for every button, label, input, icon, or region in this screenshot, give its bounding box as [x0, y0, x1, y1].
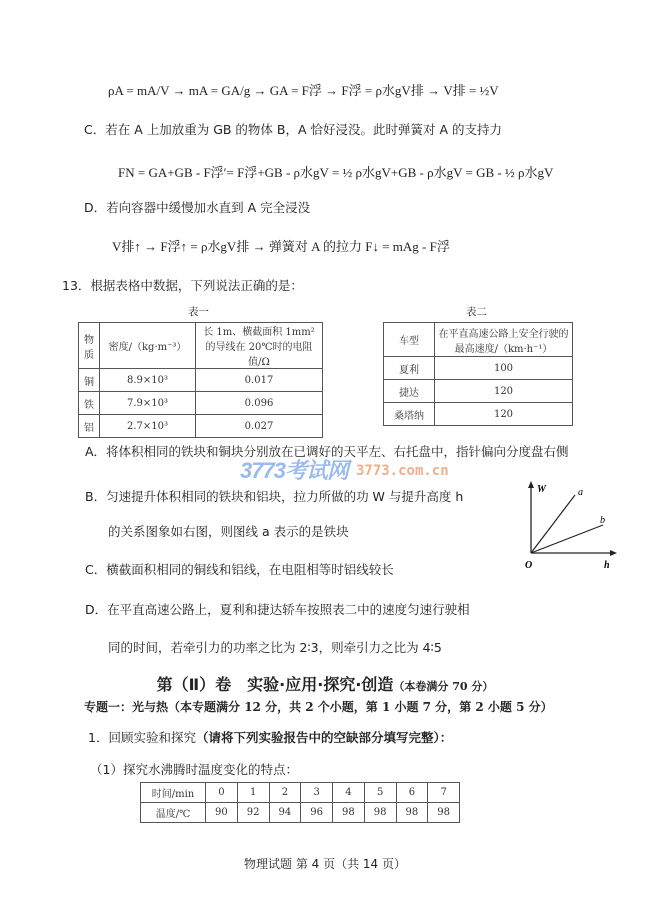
table2: [383, 322, 573, 426]
cell: 5: [364, 783, 396, 803]
table-row: [141, 803, 460, 823]
table-row: [79, 392, 323, 415]
table-row: [79, 415, 323, 438]
cell: 100: [435, 357, 573, 380]
section-title-text: 第（Ⅱ）卷 实验·应用·探究·创造: [156, 675, 394, 694]
header-max-speed: 在平直高速公路上安全行驶的最高速度/（km·h⁻¹）: [435, 323, 573, 357]
cell: 桑塔纳: [384, 403, 435, 426]
cell: 4: [333, 783, 365, 803]
table-row: [141, 783, 460, 803]
question-1: [88, 728, 452, 746]
option-c: C．横截面积相同的铜线和铝线，在电阻相等时铝线较长: [85, 562, 394, 577]
cell: 6: [396, 783, 428, 803]
cell: 时间/min: [141, 783, 206, 803]
option-b: B．匀速提升体积相同的铁块和铝块，拉力所做的功 W 与提升高度 h: [85, 489, 464, 504]
table-row: [384, 357, 573, 380]
cell: 2.7×10³: [100, 415, 196, 438]
cell: 铁: [79, 392, 100, 415]
table1: [78, 322, 323, 438]
cell: 120: [435, 380, 573, 403]
topic-label: 专题一: [84, 700, 121, 714]
cell: 96: [301, 803, 333, 823]
option-a: A．将体积相同的铁块和铜块分别放在已调好的天平左、右托盘中，指针偏向分度盘右侧: [85, 444, 569, 459]
table2-caption: 表二: [466, 306, 487, 318]
question-1-instruction: （请将下列实验报告中的空缺部分填写完整）：: [195, 730, 453, 745]
formula-tension: V排↑ → F浮↑ = ρ水gV排 → 弹簧对 A 的拉力 F↓ = mAg - F浮: [112, 239, 450, 254]
watermark-url: 3773.com.cn: [355, 463, 449, 479]
header-density: 密度/（kg·m⁻³）: [100, 323, 196, 369]
subquestion-1: （1）探究水沸腾时温度变化的特点：: [90, 762, 298, 777]
w-label: W: [537, 484, 546, 495]
cell: 铜: [79, 369, 100, 392]
question-13-stem: 13．根据表格中数据，下列说法正确的是：: [62, 278, 303, 293]
cell: 8.9×10³: [100, 369, 196, 392]
cell: 1: [237, 783, 269, 803]
cell: 7: [428, 783, 460, 803]
option-b-cont: 的关系图象如右图，则图线 a 表示的是铁块: [108, 524, 349, 539]
table-row: [384, 380, 573, 403]
boiling-data-table: [140, 782, 460, 823]
question-1-label: 1．回顾实验和探究: [88, 730, 196, 745]
a-label: a: [578, 487, 583, 498]
header-resistance: 长 1m、横截面积 1mm² 的导线在 20℃时的电阻值/Ω: [196, 323, 323, 369]
h-axis-arrow-icon: [610, 550, 617, 556]
option-d: D．在平直高速公路上，夏利和捷达轿车按照表二中的速度匀速行驶相: [85, 602, 470, 617]
table-row: [79, 369, 323, 392]
cell: 夏利: [384, 357, 435, 380]
cell: 3: [301, 783, 333, 803]
option-c-analysis: C．若在 A 上加放重为 GB 的物体 B，A 恰好浸没。此时弹簧对 A 的支持力: [84, 122, 503, 137]
cell: 98: [396, 803, 428, 823]
formula-support-force: FN = GA+GB - F浮′= F浮+GB - ρ水gV = ½ ρ水gV+GB - ρ水gV = GB - ½ ρ水gV: [118, 165, 554, 180]
cell: 7.9×10³: [100, 392, 196, 415]
section-title: [0, 672, 650, 695]
cell: 98: [428, 803, 460, 823]
table-row: [384, 403, 573, 426]
origin-label: O: [525, 560, 533, 571]
topic-heading: [84, 698, 553, 715]
formula-density: ρA = mA/V → mA = GA/g → GA = F浮 → F浮 = ρ水gV排 → V排 = ½V: [108, 83, 499, 98]
page-footer: 物理试题 第 4 页（共 14 页）: [244, 857, 406, 871]
cell: 捷达: [384, 380, 435, 403]
topic-description: ：光与热（本专题满分 12 分，共 2 个小题，第 1 小题 7 分，第 2 小题 5 分）: [120, 700, 553, 714]
cell: 0: [206, 783, 238, 803]
header-substance: 物质: [79, 323, 100, 369]
watermark: [240, 459, 449, 485]
cell: 0.096: [196, 392, 323, 415]
cell: 温度/℃: [141, 803, 206, 823]
cell: 98: [364, 803, 396, 823]
cell: 0.017: [196, 369, 323, 392]
cell: 94: [269, 803, 301, 823]
cell: 120: [435, 403, 573, 426]
w-axis-arrow-icon: [528, 481, 534, 488]
section-title-note: （本卷满分 70 分）: [393, 680, 494, 693]
w-h-graph: [520, 480, 620, 575]
option-d-cont: 同的时间，若牵引力的功率之比为 2∶3，则牵引力之比为 4∶5: [108, 640, 442, 655]
cell: 2: [269, 783, 301, 803]
header-car-model: 车型: [384, 323, 435, 357]
cell: 98: [333, 803, 365, 823]
cell: 0.027: [196, 415, 323, 438]
cell: 92: [237, 803, 269, 823]
watermark-logo: 3773考试网: [240, 458, 348, 483]
cell: 铝: [79, 415, 100, 438]
b-label: b: [600, 515, 605, 526]
h-label: h: [604, 560, 610, 571]
table1-caption: 表一: [188, 306, 209, 318]
option-d-analysis: D．若向容器中缓慢加水直到 A 完全浸没: [84, 200, 311, 215]
cell: 90: [206, 803, 238, 823]
